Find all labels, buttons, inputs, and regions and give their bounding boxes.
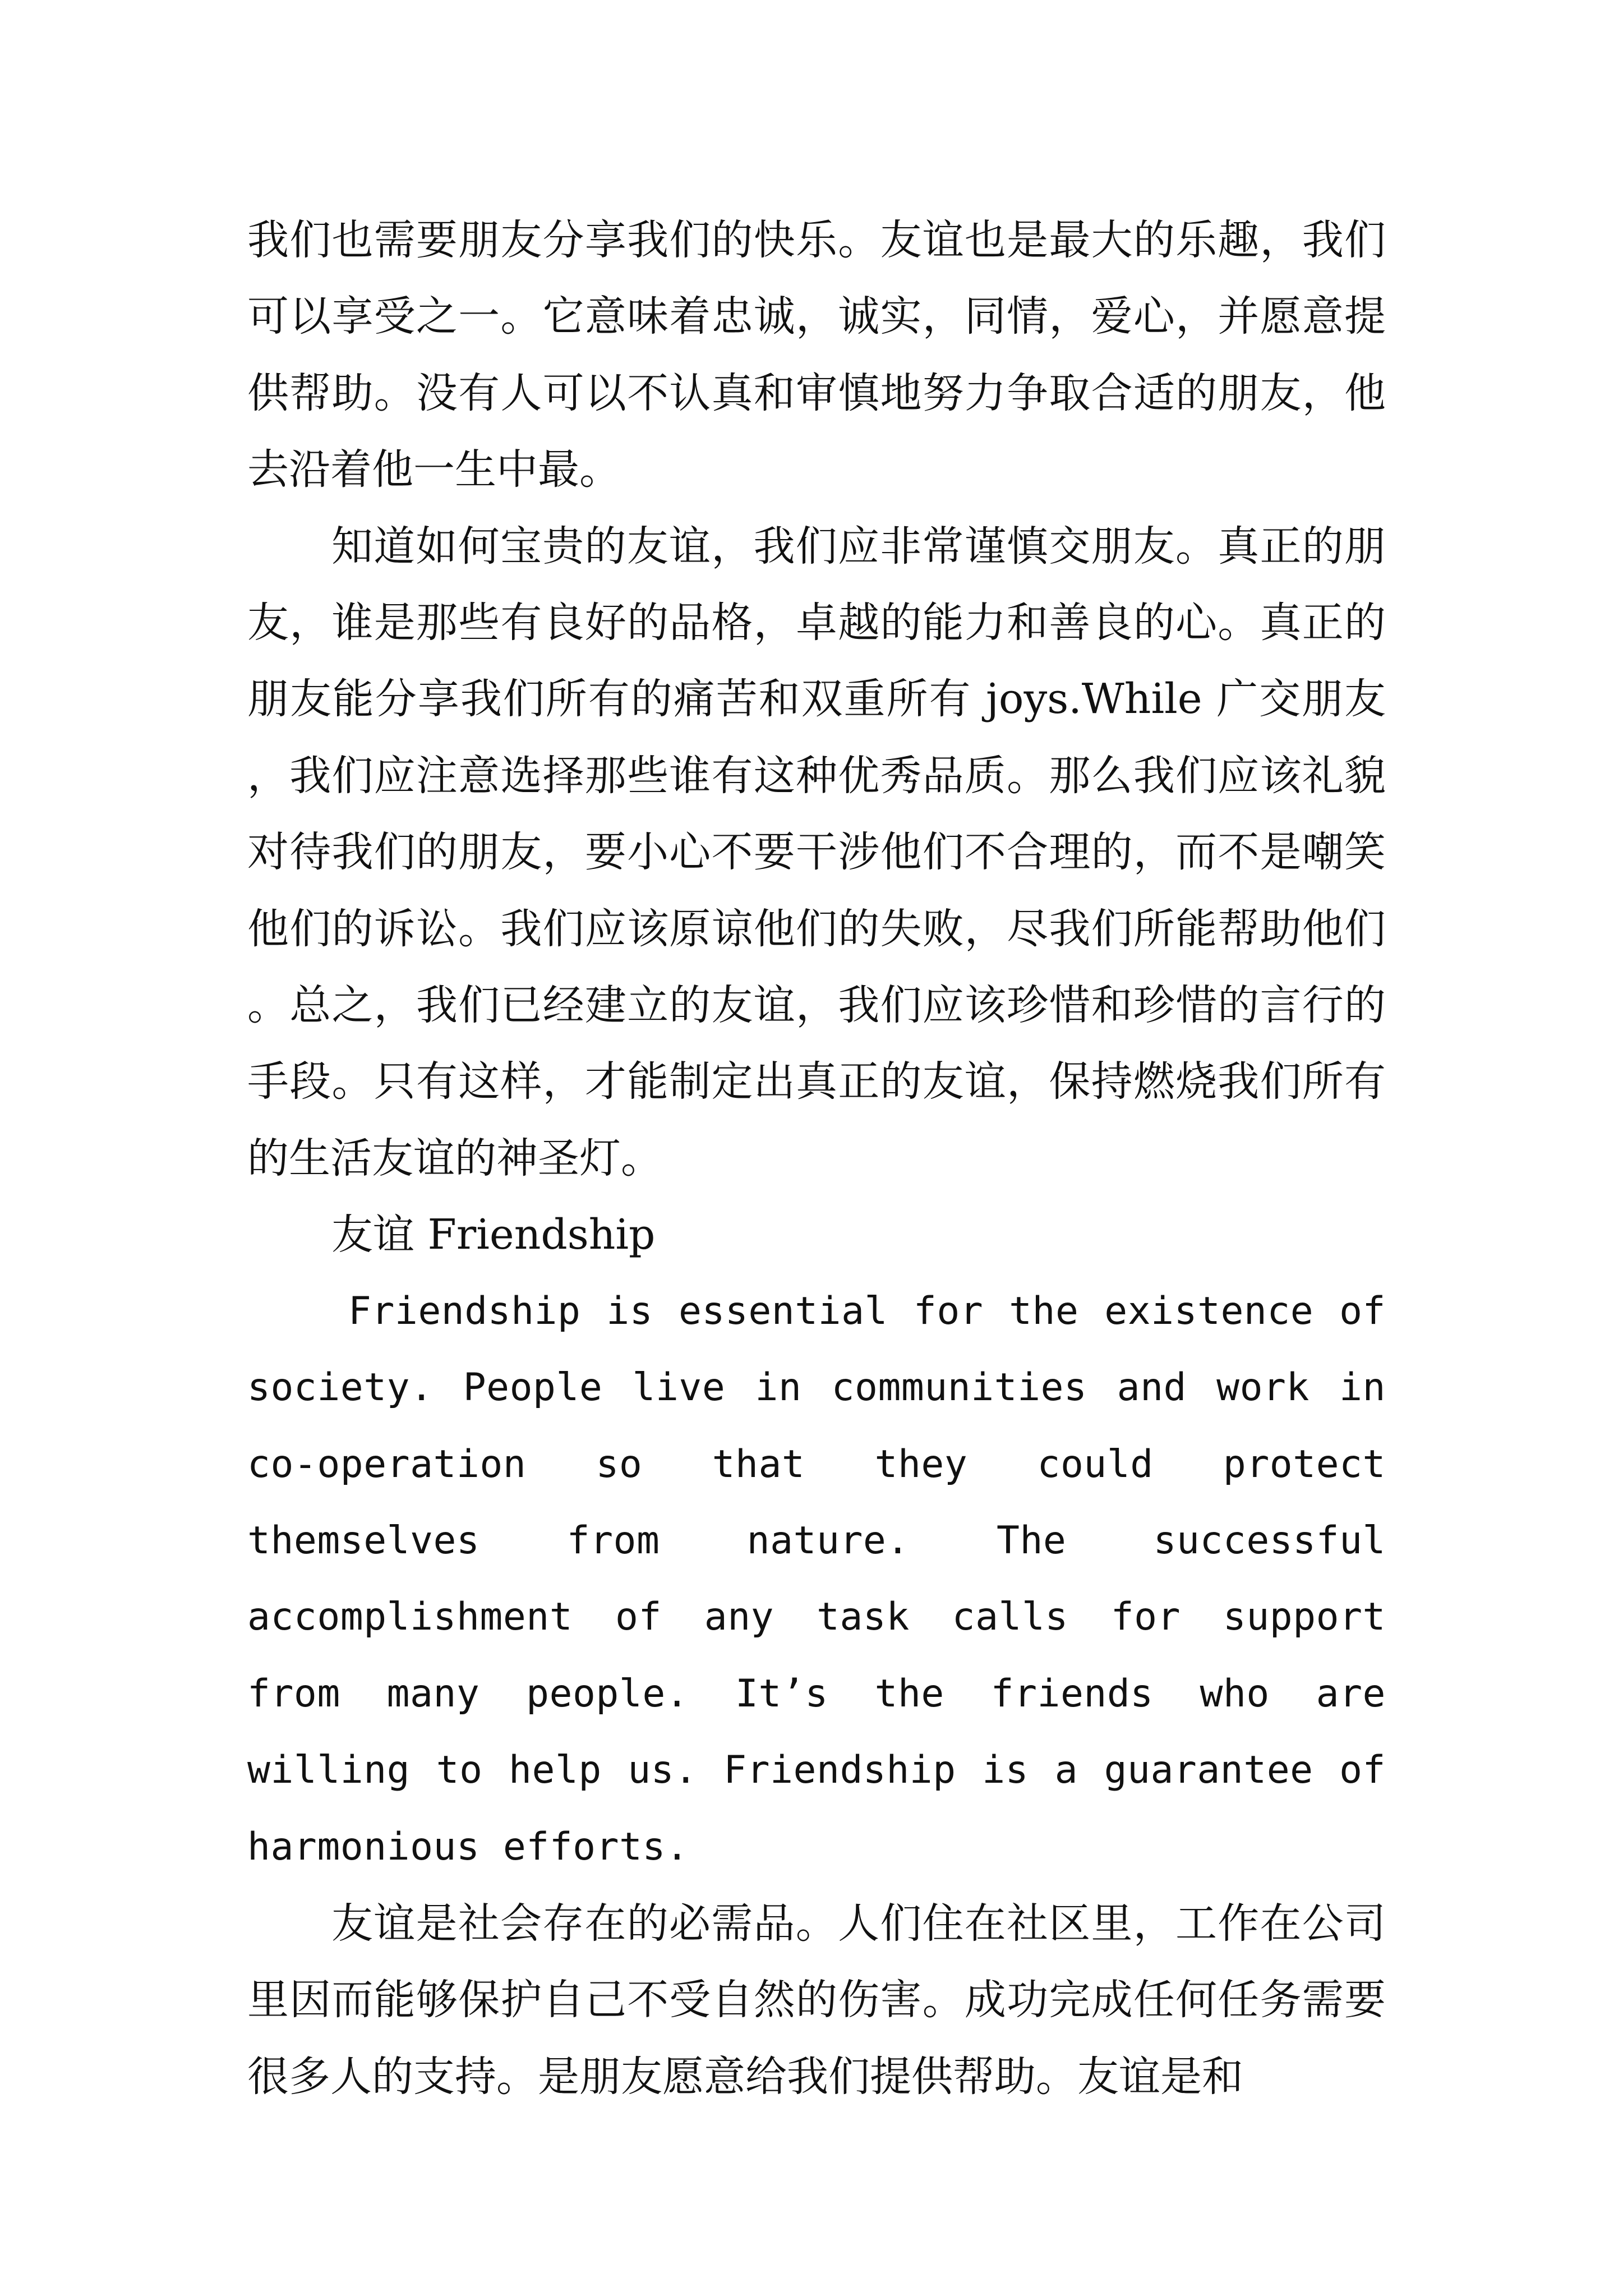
section-heading-friendship: 友谊 Friendship (331, 1211, 656, 1259)
paragraph-friendship-chinese: 友谊是社会存在的必需品。人们住在社区里，工作在公司里因而能够保护自己不受自然的伤害。成功完成任何任务需要很多人的支持。是朋友愿意给我们提供帮助。友谊是和 (247, 1899, 1386, 2101)
paragraph-friendship-english: Friendship is essential for the existence of society. People live in communities and work in co-operation so that they could protect themselves from nature. The successful accomplishment of any task calls for support from many people. It’s the friends who are willing to help us. Friendship is a guarantee of harmonious efforts. (247, 1289, 1386, 1869)
paragraph-friends-share-joy: 我们也需要朋友分享我们的快乐。友谊也是最大的乐趣，我们可以享受之一。它意味着忠诚，诚实，同情，爱心，并愿意提供帮助。没有人可以不认真和审慎地努力争取合适的朋友，他去沿着他一生中最。 (247, 216, 1386, 494)
paragraph-choose-friends: 知道如何宝贵的友谊，我们应非常谨慎交朋友。真正的朋友，谁是那些有良好的品格，卓越的能力和善良的心。真正的朋友能分享我们所有的痛苦和双重所有 joys.While 广交朋友，我们应注意选择那些谁有这种优秀品质。那么我们应该礼貌对待我们的朋友，要小心不要干涉他们不合理的，而不是嘲笑他们的诉讼。我们应该原谅他们的失败，尽我们所能帮助他们。总之，我们已经建立的友谊，我们应该珍惜和珍惜的言行的手段。只有这样，才能制定出真正的友谊，保持燃烧我们所有的生活友谊的神圣灯。 (247, 522, 1386, 1182)
document-body (247, 202, 1386, 2115)
